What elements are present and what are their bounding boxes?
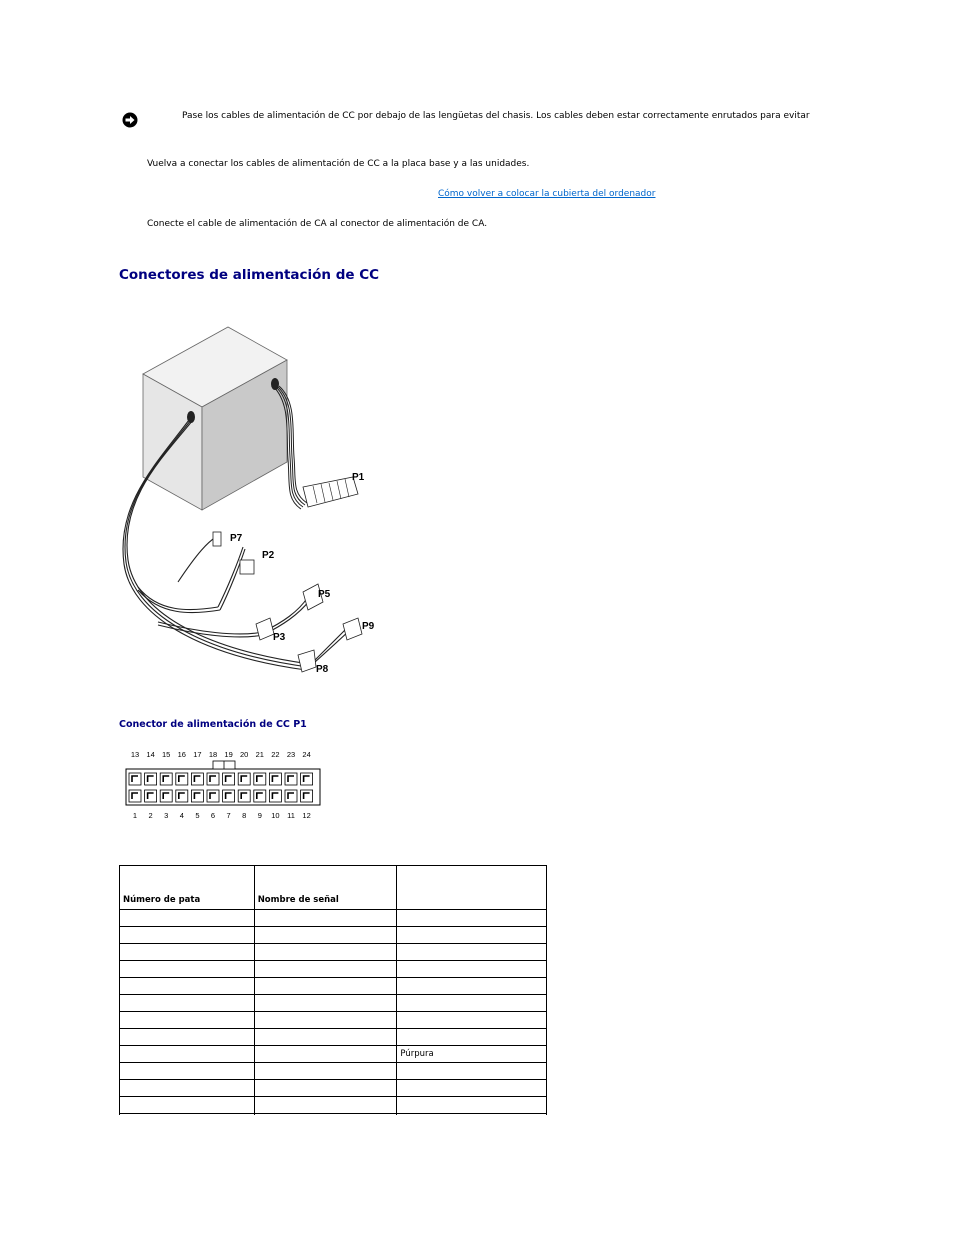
table-cell bbox=[254, 910, 397, 927]
table-cell bbox=[397, 1029, 547, 1046]
table-cell bbox=[120, 995, 255, 1012]
pin-socket bbox=[129, 773, 141, 785]
pin-socket bbox=[207, 773, 219, 785]
table-row bbox=[120, 961, 547, 978]
pin-number-top: 24 bbox=[302, 750, 311, 759]
pin-socket bbox=[223, 773, 235, 785]
table-cell bbox=[397, 1080, 547, 1097]
table-cell: Púrpura bbox=[397, 1046, 547, 1063]
pin-number-bottom: 9 bbox=[257, 811, 262, 820]
label-p1: P1 bbox=[352, 472, 365, 483]
table-row bbox=[120, 978, 547, 995]
pin-socket bbox=[207, 790, 219, 802]
pin-number-bottom: 12 bbox=[302, 811, 311, 820]
table-cell bbox=[120, 1012, 255, 1029]
table-row bbox=[120, 1114, 547, 1116]
pin-socket bbox=[160, 790, 172, 802]
pin-number-top: 22 bbox=[271, 750, 280, 759]
pin-table bbox=[119, 865, 547, 1115]
label-p9: P9 bbox=[362, 621, 375, 632]
pin-socket bbox=[129, 790, 141, 802]
pin-socket bbox=[238, 790, 250, 802]
table-cell bbox=[254, 1046, 397, 1063]
table-cell bbox=[397, 1114, 547, 1116]
table-cell bbox=[397, 978, 547, 995]
pin-socket bbox=[145, 773, 157, 785]
label-p8: P8 bbox=[316, 664, 329, 675]
pin-number-top: 13 bbox=[130, 750, 140, 759]
table-cell bbox=[254, 1114, 397, 1116]
header-pin-number: Número de pata bbox=[120, 866, 255, 910]
table-cell bbox=[120, 1080, 255, 1097]
pin-socket bbox=[301, 773, 313, 785]
p1-pin-diagram bbox=[122, 746, 326, 822]
pin-number-bottom: 10 bbox=[271, 811, 280, 820]
pin-number-top: 23 bbox=[286, 750, 296, 759]
table-cell bbox=[120, 978, 255, 995]
table-cell bbox=[397, 995, 547, 1012]
pin-socket bbox=[285, 790, 297, 802]
table-cell bbox=[254, 978, 397, 995]
pin-socket bbox=[191, 790, 203, 802]
table-cell bbox=[397, 927, 547, 944]
pin-number-bottom: 1 bbox=[132, 811, 138, 820]
table-cell bbox=[120, 961, 255, 978]
table-row bbox=[120, 910, 547, 927]
table-header-row bbox=[120, 866, 547, 910]
pin-number-bottom: 5 bbox=[195, 811, 200, 820]
table-cell bbox=[397, 1097, 547, 1114]
label-p2: P2 bbox=[262, 550, 275, 561]
pin-number-top: 19 bbox=[224, 750, 233, 759]
table-cell bbox=[397, 910, 547, 927]
pin-number-top: 21 bbox=[255, 750, 264, 759]
table-cell bbox=[397, 1012, 547, 1029]
pin-socket bbox=[145, 790, 157, 802]
table-cell bbox=[120, 927, 255, 944]
header-signal-name: Nombre de señal bbox=[254, 866, 397, 910]
pin-number-bottom: 7 bbox=[226, 811, 231, 820]
notice-text: Pase los cables de alimentación de CC por debajo de las lengüetas del chasis. Los cables deben estar correctamente enrutados para evitar bbox=[182, 111, 810, 121]
table-cell bbox=[254, 961, 397, 978]
p1-connector-title: Conector de alimentación de CC P1 bbox=[119, 719, 307, 730]
pin-number-bottom: 8 bbox=[242, 811, 247, 820]
table-cell bbox=[120, 910, 255, 927]
label-p5: P5 bbox=[318, 589, 331, 600]
pin-number-top: 17 bbox=[193, 750, 202, 759]
pin-socket bbox=[285, 773, 297, 785]
table-row bbox=[120, 944, 547, 961]
label-p7: P7 bbox=[230, 533, 243, 544]
pin-number-top: 15 bbox=[162, 750, 171, 759]
pin-socket bbox=[254, 790, 266, 802]
ac-step: Conecte el cable de alimentación de CA al conector de alimentación de CA. bbox=[147, 219, 488, 229]
table-cell bbox=[120, 1097, 255, 1114]
pin-number-bottom: 6 bbox=[210, 811, 216, 820]
table-cell bbox=[120, 1063, 255, 1080]
table-cell bbox=[254, 1063, 397, 1080]
table-cell bbox=[120, 944, 255, 961]
pin-socket bbox=[254, 773, 266, 785]
table-cell bbox=[120, 1029, 255, 1046]
pin-socket bbox=[176, 773, 188, 785]
power-supply-illustration bbox=[118, 322, 390, 682]
table-cell bbox=[254, 1012, 397, 1029]
header-third bbox=[397, 866, 547, 910]
table-row bbox=[120, 1080, 547, 1097]
reconnect-step: Vuelva a conectar los cables de alimentación de CC a la placa base y a las unidades. bbox=[147, 159, 530, 169]
pin-number-bottom: 3 bbox=[164, 811, 169, 820]
table-row bbox=[120, 1046, 547, 1063]
pin-number-bottom: 11 bbox=[287, 811, 295, 820]
pin-number-top: 14 bbox=[146, 750, 155, 759]
notice-arrow-icon bbox=[122, 112, 138, 128]
table-row bbox=[120, 927, 547, 944]
table-cell bbox=[397, 961, 547, 978]
table-cell bbox=[254, 944, 397, 961]
pin-socket bbox=[269, 790, 281, 802]
pin-socket bbox=[223, 790, 235, 802]
label-p3: P3 bbox=[273, 632, 286, 643]
table-cell bbox=[254, 1080, 397, 1097]
table-cell bbox=[397, 1063, 547, 1080]
pin-socket bbox=[301, 790, 313, 802]
pin-number-bottom: 4 bbox=[179, 811, 184, 820]
table-cell bbox=[120, 1114, 255, 1116]
pin-socket bbox=[176, 790, 188, 802]
table-cell bbox=[120, 1046, 255, 1063]
section-title: Conectores de alimentación de CC bbox=[119, 267, 380, 283]
table-cell bbox=[254, 995, 397, 1012]
pin-number-top: 16 bbox=[177, 750, 186, 759]
pin-number-top: 20 bbox=[240, 750, 249, 759]
table-row bbox=[120, 1012, 547, 1029]
table-cell bbox=[254, 1029, 397, 1046]
table-row bbox=[120, 1097, 547, 1114]
table-cell bbox=[254, 1097, 397, 1114]
pin-number-bottom: 2 bbox=[148, 811, 153, 820]
pin-socket bbox=[160, 773, 172, 785]
pin-socket bbox=[191, 773, 203, 785]
pin-number-top: 18 bbox=[208, 750, 218, 759]
table-cell bbox=[397, 944, 547, 961]
pin-socket bbox=[269, 773, 281, 785]
table-row bbox=[120, 1029, 547, 1046]
table-row bbox=[120, 1063, 547, 1080]
table-row bbox=[120, 995, 547, 1012]
replace-cover-link[interactable]: Cómo volver a colocar la cubierta del ordenador bbox=[438, 189, 656, 199]
table-cell bbox=[254, 927, 397, 944]
pin-socket bbox=[238, 773, 250, 785]
